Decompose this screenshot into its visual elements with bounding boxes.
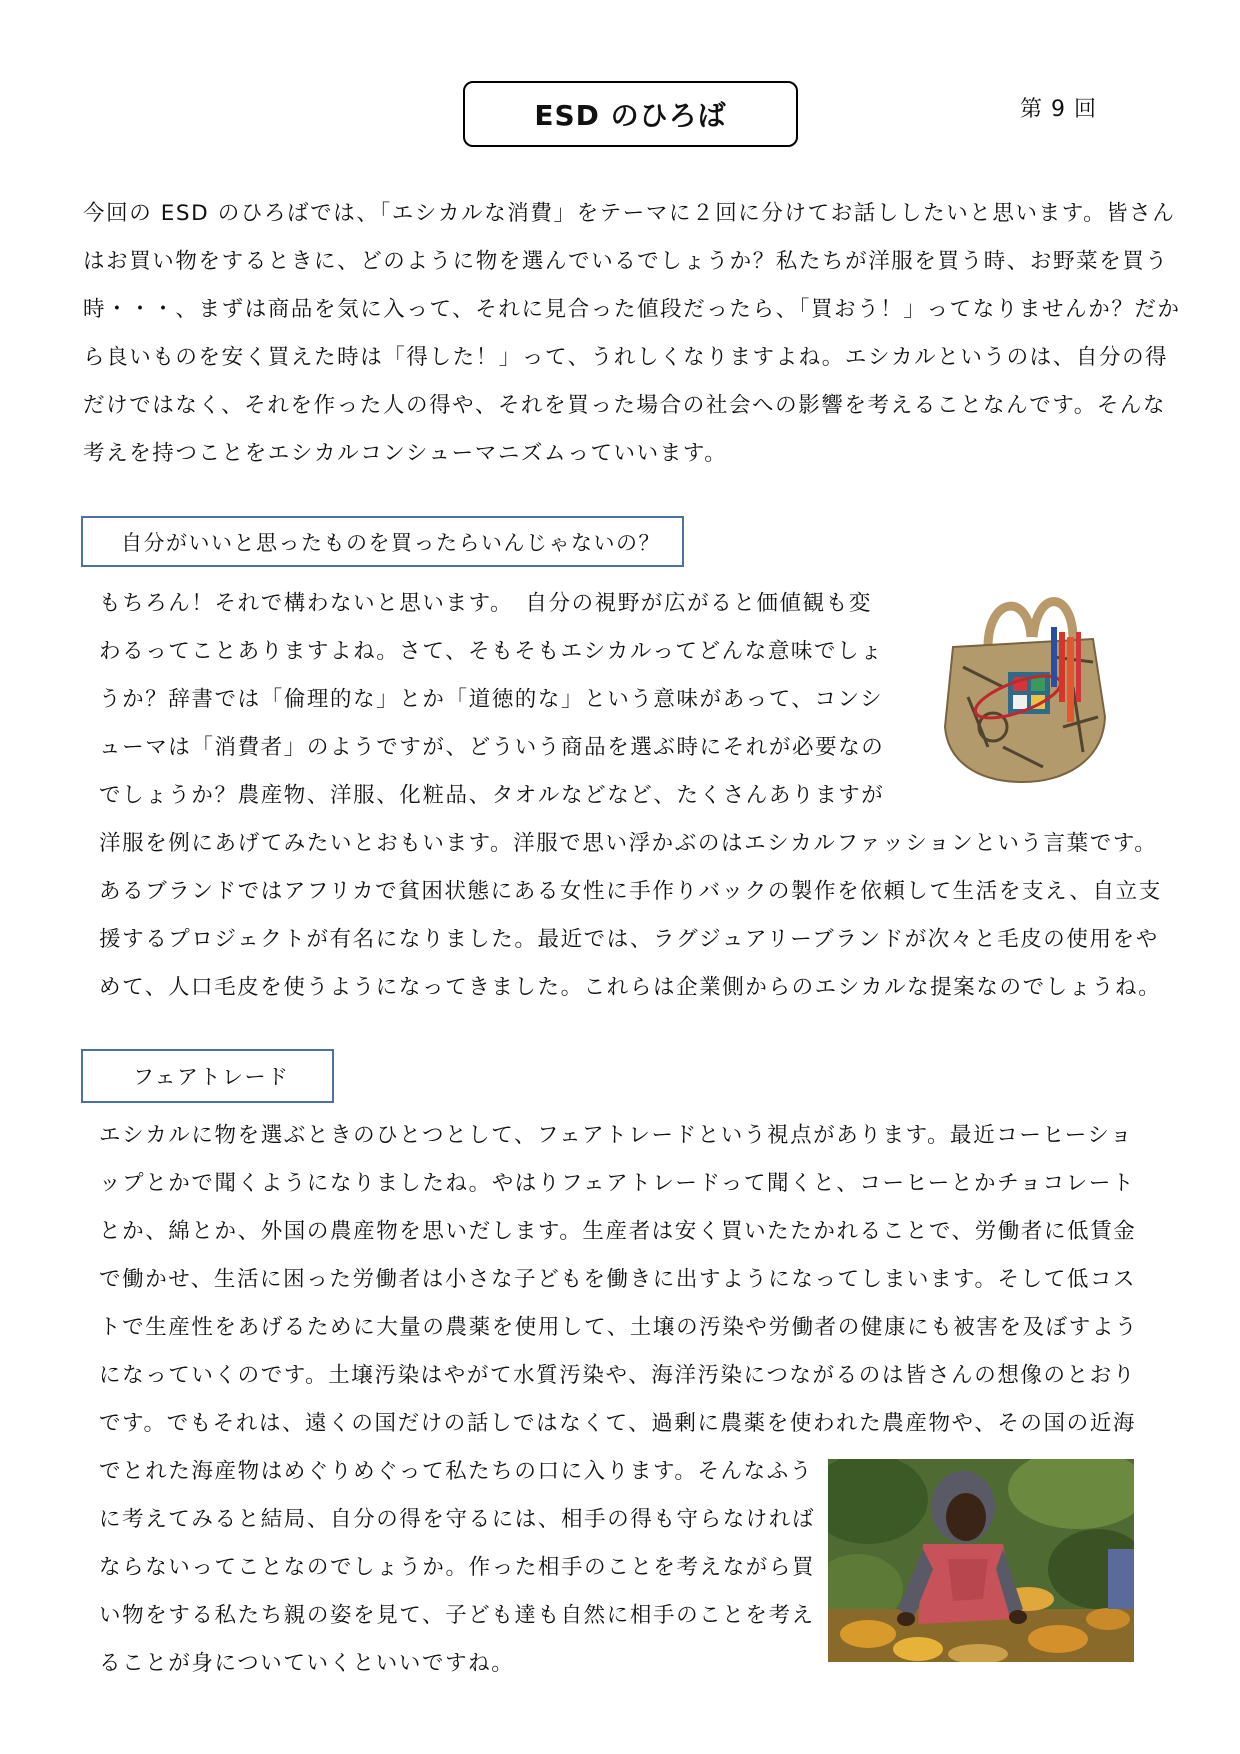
section-heading-fairtrade [81, 1049, 334, 1103]
paragraph-line: トで生産性をあげるために大量の農薬を使用して、土壌の汚染や労働者の健康にも被害を及ぼすよう [99, 1315, 1139, 1340]
paragraph-line: だけではなく、それを作った人の得や、それを買った場合の社会への影響を考えることなんです。そんな [83, 393, 1167, 418]
section-heading-text: 自分がいいと思ったものを買ったらいんじゃないの？ [121, 530, 661, 555]
paragraph-line: はお買い物をするときに、どのように物を選んでいるでしょうか？私たちが洋服を買う時、お野菜を買う [83, 249, 1169, 274]
paragraph-line: 今回の ESD のひろばでは、「エシカルな消費」をテーマに２回に分けてお話ししたいと思います。皆さん [83, 201, 1176, 226]
section1-paragraph-top [99, 580, 884, 820]
paragraph-line: で働かせ、生活に困った労働者は小さな子どもを働きに出すようになってしまいます。そして低コス [99, 1267, 1137, 1292]
paragraph-line: 考えを持つことをエシカルコンシューマニズムっていいます。 [83, 441, 728, 466]
paragraph-line: ューマは「消費者」のようですが、どういう商品を選ぶ時にそれが必要なの [99, 735, 885, 760]
section1-paragraph-bottom [99, 820, 1162, 1012]
paragraph-line: ら良いものを安く買えた時は「得した！」って、うれしくなりますよね。エシカルというのは、自分の得 [83, 345, 1169, 370]
paragraph-line: とか、綿とか、外国の農産物を思いだします。生産者は安く買いたたかれることで、労働者に低賃金 [99, 1219, 1137, 1244]
page-title: ESD のひろば [534, 99, 727, 132]
paragraph-line: エシカルに物を選ぶときのひとつとして、フェアトレードという視点があります。最近コーヒーショ [99, 1123, 1134, 1148]
paragraph-line: わるってことありますよね。さて、そもそもエシカルってどんな意味でしょ [99, 639, 884, 664]
paragraph-line: ップとかで聞くようになりましたね。やはりフェアトレードって聞くと、コーヒーとかチョコレート [99, 1171, 1136, 1196]
child-cocoa-image [828, 1459, 1134, 1662]
paragraph-line: でとれた海産物はめぐりめぐって私たちの口に入ります。そんなふう [99, 1459, 813, 1484]
page-title-box [463, 81, 798, 147]
section2-paragraph-top [99, 1112, 1138, 1448]
section-heading-ethical [81, 516, 684, 567]
paragraph-line: 洋服を例にあげてみたいとおもいます。洋服で思い浮かぶのはエシカルファッションという言葉です。 [99, 831, 1158, 856]
paragraph-line: になっていくのです。土壌汚染はやがて水質汚染や、海洋汚染につながるのは皆さんの想像のとおり [99, 1363, 1136, 1388]
paragraph-line: に考えてみると結局、自分の得を守るには、相手の得も守らなければ [99, 1507, 816, 1532]
paragraph-line: もちろん！それで構わないと思います。 自分の視野が広がると価値観も変 [99, 591, 872, 616]
paragraph-line: です。でもそれは、遠くの国だけの話しではなくて、過剰に農薬を使われた農産物や、その国の近海 [99, 1411, 1136, 1436]
intro-paragraph [83, 190, 1181, 478]
paragraph-line: ることが身についていくといいですね。 [99, 1651, 515, 1676]
paragraph-line: あるブランドではアフリカで貧困状態にある女性に手作りバックの製作を依頼して生活を支え、自立支 [99, 879, 1162, 904]
paragraph-line: うか？辞書では「倫理的な」とか「道徳的な」という意味があって、コンシ [99, 687, 884, 712]
tote-bag-image [933, 577, 1113, 787]
section-heading-text: フェアトレード [133, 1065, 290, 1089]
paragraph-line: 援するプロジェクトが有名になりました。最近では、ラグジュアリーブランドが次々と毛皮の使用をや [99, 927, 1159, 952]
paragraph-line: ならないってことなのでしょうか。作った相手のことを考えながら買 [99, 1555, 816, 1580]
section2-paragraph-bottom [99, 1448, 815, 1688]
issue-number: 第 9 回 [1020, 97, 1097, 122]
paragraph-line: でしょうか？農産物、洋服、化粧品、タオルなどなど、たくさんありますが [99, 783, 885, 808]
paragraph-line: 時・・・、まずは商品を気に入って、それに見合った値段だったら、「買おう！」ってなりませんか？だか [83, 297, 1181, 322]
paragraph-line: めて、人口毛皮を使うようになってきました。これらは企業側からのエシカルな提案なのでしょうね。 [99, 975, 1162, 1000]
paragraph-line: い物をする私たち親の姿を見て、子ども達も自然に相手のことを考え [99, 1603, 815, 1628]
